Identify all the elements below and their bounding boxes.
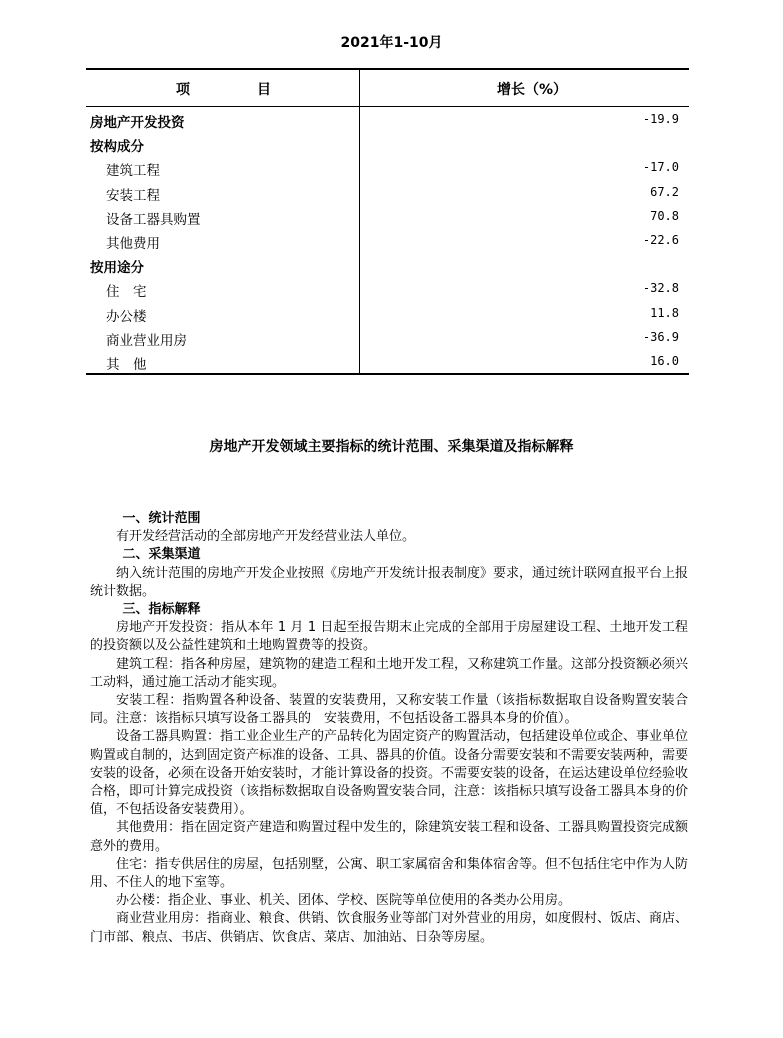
- paragraph: 商业营业用房：指商业、粮食、供销、饮食服务业等部门对外营业的用房，如度假村、饭店、商店、门市部、粮点、书店、供销店、饮食店、菜店、加油站、日杂等房屋。: [90, 911, 689, 945]
- paragraph: 纳入统计范围的房地产开发企业按照《房地产开发统计报表制度》要求，通过统计联网直报平台上报统计数据。: [90, 565, 689, 599]
- section-heading: 三、指标解释: [122, 602, 201, 618]
- table-row: [86, 107, 689, 131]
- paragraph: 有开发经营活动的全部房地产开发经营业法人单位。: [116, 529, 416, 545]
- paragraph: 建筑工程：指各种房屋，建筑物的建造工程和土地开发工程，又称建筑工作量。这部分投资额必须兴工动料，通过施工活动才能实现。: [90, 656, 689, 690]
- table-row: [86, 276, 689, 300]
- growth-table: [86, 68, 689, 375]
- table-row: [86, 301, 689, 325]
- table-row: [86, 180, 689, 204]
- header-item: [176, 79, 272, 99]
- row-value: -17.0: [642, 160, 679, 175]
- row-label: 其 他: [106, 356, 147, 373]
- table-row: [86, 252, 689, 276]
- header-growth: 增长（%）: [497, 82, 568, 98]
- paragraph: 安装工程：指购置各种设备、装置的安装费用，又称安装工作量（该指标数据取自设备购置安装合同。注意：该指标只填写设备工器具的 安装费用，不包括设备工器具本身的价值）。: [90, 693, 688, 727]
- paragraph: 办公楼：指企业、事业、机关、团体、学校、医院等单位使用的各类办公用房。: [116, 893, 572, 909]
- row-label: 住 宅: [106, 284, 147, 301]
- paragraph: 住宅：指专供居住的房屋，包括别墅，公寓、职工家属宿舍和集体宿舍等。但不包括住宅中作为人防用、不住人的地下室等。: [90, 856, 689, 891]
- section-heading: 一、统计范围: [122, 511, 201, 526]
- row-value: 70.8: [650, 208, 679, 223]
- row-label: 设备工器具购置: [106, 211, 201, 228]
- row-label: 按用途分: [90, 260, 144, 277]
- section-heading: 二、采集渠道: [122, 547, 201, 563]
- row-value: 16.0: [650, 353, 679, 368]
- header-item-left: 项: [176, 82, 191, 98]
- row-label: 办公楼: [106, 308, 147, 325]
- paragraph: 设备工器具购置：指工业企业生产的产品转化为固定资产的购置活动，包括建设单位或企、事业单位购置或自制的，达到固定资产标准的设备、工具、器具的价值。设备分需要安装和不需要安装两种，需要安装的设备，必须在设备开始安装时，才能计算设备的投资。不需要安装的设备，在运达建设单位经验收合格，即可计算完成投资（该指标数据取自设备购置安装合同，注意：该指标只填写设备工器具本身的价值，不包括设备安装费用）。: [90, 729, 689, 818]
- header-item-right: 目: [257, 82, 272, 98]
- row-value: -19.9: [642, 112, 679, 126]
- table-row: [86, 325, 689, 349]
- row-label: 其他费用: [106, 235, 160, 252]
- row-value: 11.8: [650, 305, 679, 320]
- row-value: -22.6: [642, 232, 679, 247]
- row-value: -36.9: [642, 329, 679, 344]
- row-label: 安装工程: [106, 187, 160, 204]
- table-row: [86, 131, 689, 155]
- table-header: [86, 70, 689, 107]
- row-value: -32.8: [642, 281, 679, 296]
- row-label: 建筑工程: [106, 163, 160, 180]
- paragraph: 其他费用：指在固定资产建造和购置过程中发生的，除建筑安装工程和设备、工器具购置投资完成额意外的费用。: [90, 820, 689, 854]
- notes-body: [90, 510, 688, 947]
- paragraph: 房地产开发投资：指从本年 1 月 1 日起至报告期末止完成的全部用于房屋建设工程、土地开发工程的投资额以及公益性建筑和土地购置费等的投资。: [90, 620, 688, 654]
- row-label: 按构成分: [90, 139, 144, 156]
- row-label: 房地产开发投资: [90, 115, 185, 131]
- table-row: [86, 204, 689, 228]
- table-row: [86, 228, 689, 252]
- row-value: 67.2: [650, 184, 679, 199]
- table-row: [86, 155, 689, 179]
- report-period: 2021年1-10月: [340, 35, 443, 51]
- row-label: 商业营业用房: [106, 332, 187, 349]
- table-row: [86, 349, 689, 373]
- notes-title: 房地产开发领域主要指标的统计范围、采集渠道及指标解释: [209, 439, 574, 455]
